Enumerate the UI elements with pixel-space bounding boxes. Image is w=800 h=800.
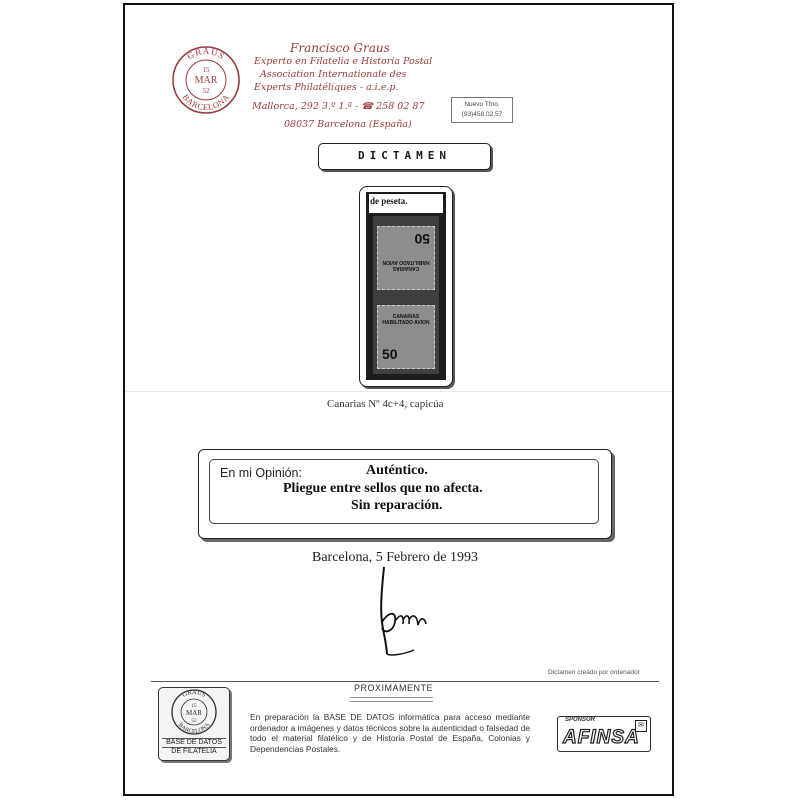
new-phone-box [451, 97, 513, 123]
proximamente-underline [350, 697, 433, 702]
stamp-top-inverted [377, 226, 435, 290]
svg-text:GRAUS: GRAUS [185, 45, 227, 62]
database-label-line-2: DE FILATELIA [162, 747, 226, 756]
place-and-date: Barcelona, 5 Febrero de 1993 [312, 550, 478, 565]
computer-generated-note: Dictamen creado por ordenador [548, 669, 640, 676]
letterhead-line-2: Association Internationale des [260, 69, 407, 80]
letterhead-line-5: 08037 Barcelona (España) [284, 119, 412, 130]
afinsa-logo: AFINSA [563, 727, 640, 748]
opinion-label: En mi Opinión: [220, 466, 302, 480]
afinsa-emblem-icon: ✉ [635, 720, 647, 732]
svg-text:52: 52 [202, 87, 210, 95]
opinion-line-2: Pliegue entre sellos que no afecta. [283, 481, 483, 496]
graus-postmark-seal [171, 45, 241, 115]
opinion-line-3: Sin reparación. [351, 498, 443, 513]
stamp-caption: Canarias Nº 4c+4, capicúa [327, 398, 444, 410]
stamp-top-overprint: CANARIAS HABILITADO AVION [382, 259, 430, 271]
svg-text:15: 15 [191, 704, 197, 709]
opinion-line-1: Auténtico. [366, 463, 428, 478]
fold-line [125, 391, 672, 392]
svg-text:GRAUS: GRAUS [181, 688, 207, 699]
stamp-bottom-overprint: CANARIAS HABILITADO AVION [382, 314, 430, 326]
svg-text:BARCELONA: BARCELONA [180, 91, 232, 113]
svg-text:52: 52 [191, 719, 197, 724]
footer-divider [151, 681, 659, 682]
new-phone-label: Nuevo Tfno. [464, 101, 500, 108]
database-label [162, 738, 226, 756]
sponsor-label: SPONSOR [565, 717, 596, 723]
dictamen-title: DICTAMEN [318, 143, 491, 170]
letterhead-line-4: Mallorca, 292 3.º 1.ª - ☎ 258 02 87 [252, 101, 425, 112]
stamp-bottom-value: 50 [382, 346, 398, 362]
svg-text:MAR: MAR [194, 75, 218, 86]
letterhead-line-1: Experto en Filatelia e Historia Postal [254, 56, 433, 67]
svg-text:MAR: MAR [186, 709, 202, 717]
stamp-top-value: 50 [414, 231, 430, 247]
database-announcement-text: En preparación la BASE DE DATOS informática para acceso mediante ordenador a imágenes y datos técnicos sobre la autenticidad o falsedad de todo el material filatélico y de Historia Postal de España, Colonias y Dependencias Postales. [250, 712, 530, 754]
proximamente-title: PROXIMAMENTE [354, 683, 434, 693]
new-phone-number: (93)458.02.57 [461, 111, 503, 118]
letterhead-line-3: Experts Philatéliques - a.i.e.p. [254, 82, 399, 93]
svg-text:BARCELONA: BARCELONA [176, 722, 212, 736]
stamp-margin-text: de peseta. [370, 196, 408, 206]
database-label-line-1: BASE DE DATOS [162, 738, 226, 747]
database-postmark-seal [170, 688, 218, 736]
stamp-bottom [377, 305, 435, 369]
signature [362, 562, 432, 662]
svg-text:15: 15 [202, 66, 210, 74]
expert-name: Francisco Graus [290, 41, 390, 55]
